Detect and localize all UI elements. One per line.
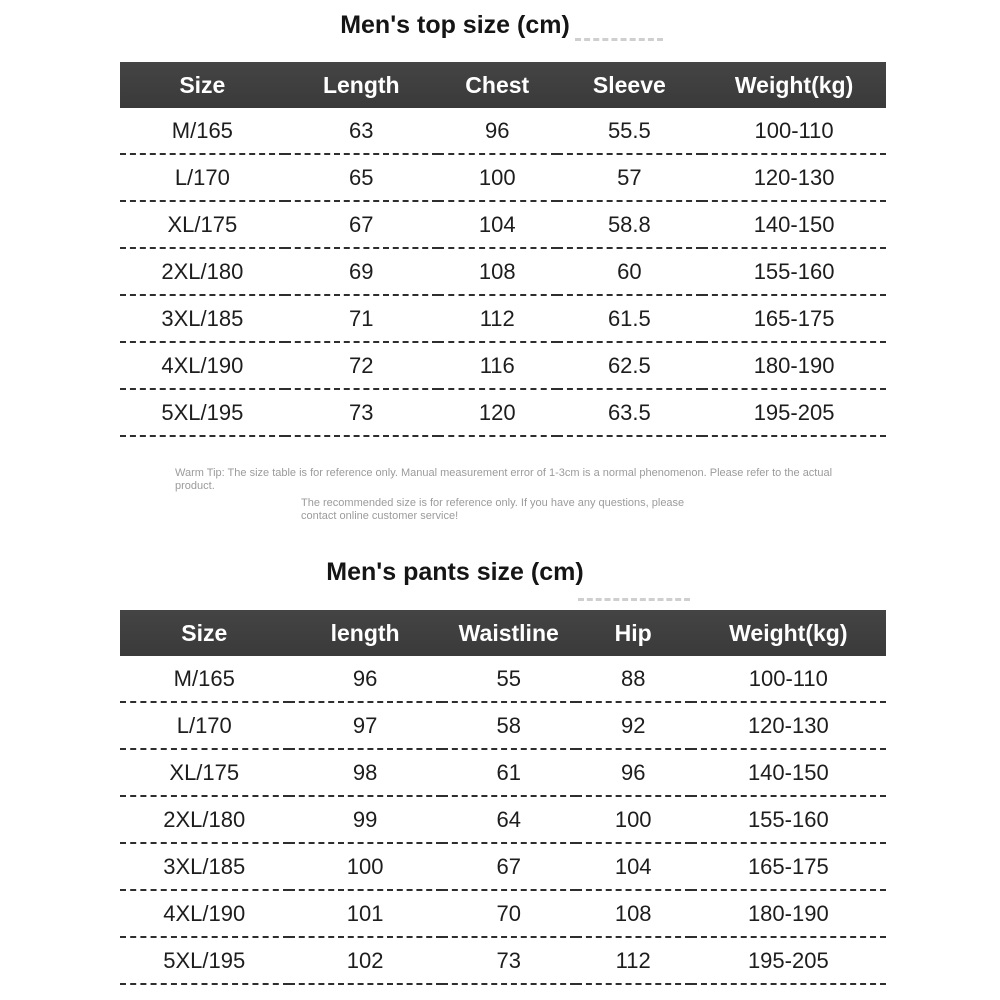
table-cell: 100 — [289, 843, 442, 890]
table-cell: 5XL/195 — [120, 389, 285, 436]
table-cell: 4XL/190 — [120, 890, 289, 937]
top-table-title: Men's top size (cm) — [340, 11, 570, 39]
table-cell: 120-130 — [702, 154, 886, 201]
table-cell: 64 — [442, 796, 576, 843]
table-row — [120, 201, 886, 248]
column-header: Waistline — [442, 610, 576, 656]
table-cell: 2XL/180 — [120, 796, 289, 843]
column-header: length — [289, 610, 442, 656]
table-row — [120, 342, 886, 389]
table-cell: 112 — [576, 937, 691, 984]
table-row — [120, 937, 886, 984]
table-cell: 61.5 — [557, 295, 703, 342]
table-cell: 72 — [285, 342, 438, 389]
table-row — [120, 890, 886, 937]
table-cell: L/170 — [120, 702, 289, 749]
table-cell: 67 — [442, 843, 576, 890]
table-cell: 73 — [285, 389, 438, 436]
table-cell: 62.5 — [557, 342, 703, 389]
table-cell: 100-110 — [702, 108, 886, 154]
column-header: Sleeve — [557, 62, 703, 108]
table-cell: 98 — [289, 749, 442, 796]
table-cell: 195-205 — [691, 937, 886, 984]
table-cell: 92 — [576, 702, 691, 749]
table-row — [120, 295, 886, 342]
column-header: Chest — [438, 62, 557, 108]
table-cell: XL/175 — [120, 201, 285, 248]
table-cell: 195-205 — [702, 389, 886, 436]
column-header: Length — [285, 62, 438, 108]
table-row — [120, 796, 886, 843]
table-cell: 180-190 — [691, 890, 886, 937]
table-cell: 70 — [442, 890, 576, 937]
table-cell: 100-110 — [691, 656, 886, 702]
header-row — [120, 610, 886, 656]
table-cell: 99 — [289, 796, 442, 843]
table-cell: 104 — [576, 843, 691, 890]
table-cell: 108 — [438, 248, 557, 295]
table-row — [120, 749, 886, 796]
table-cell: 69 — [285, 248, 438, 295]
table-row — [120, 154, 886, 201]
column-header: Weight(kg) — [691, 610, 886, 656]
warm-tip-notes — [175, 467, 835, 523]
table-cell: 88 — [576, 656, 691, 702]
table-cell: 73 — [442, 937, 576, 984]
table-cell: 63 — [285, 108, 438, 154]
table-cell: 65 — [285, 154, 438, 201]
table-cell: 55 — [442, 656, 576, 702]
table-cell: L/170 — [120, 154, 285, 201]
table-cell: 180-190 — [702, 342, 886, 389]
table-cell: XL/175 — [120, 749, 289, 796]
table-cell: 104 — [438, 201, 557, 248]
table-row — [120, 843, 886, 890]
table-cell: 63.5 — [557, 389, 703, 436]
table-cell: 155-160 — [702, 248, 886, 295]
table-cell: 96 — [438, 108, 557, 154]
table-cell: 55.5 — [557, 108, 703, 154]
table-cell: 116 — [438, 342, 557, 389]
table-cell: 58 — [442, 702, 576, 749]
table-cell: 97 — [289, 702, 442, 749]
mens-pants-size-table — [120, 610, 886, 985]
table-cell: 101 — [289, 890, 442, 937]
column-header: Weight(kg) — [702, 62, 886, 108]
table-cell: 57 — [557, 154, 703, 201]
table-cell: 5XL/195 — [120, 937, 289, 984]
table-cell: 140-150 — [691, 749, 886, 796]
table-cell: 165-175 — [691, 843, 886, 890]
table-cell: 165-175 — [702, 295, 886, 342]
table-cell: 2XL/180 — [120, 248, 285, 295]
table-cell: 61 — [442, 749, 576, 796]
table-cell: 120-130 — [691, 702, 886, 749]
table-cell: 4XL/190 — [120, 342, 285, 389]
table-cell: 71 — [285, 295, 438, 342]
decorative-dashed-line — [575, 38, 663, 41]
table-cell: M/165 — [120, 656, 289, 702]
table-cell: 120 — [438, 389, 557, 436]
table-cell: 155-160 — [691, 796, 886, 843]
table-cell: 112 — [438, 295, 557, 342]
mens-top-size-table — [120, 62, 886, 437]
table-cell: 67 — [285, 201, 438, 248]
table-row — [120, 389, 886, 436]
table-row — [120, 656, 886, 702]
table-cell: 60 — [557, 248, 703, 295]
table-cell: 3XL/185 — [120, 843, 289, 890]
recommendation-text: The recommended size is for reference only. If you have any questions, please contact online customer service! — [301, 496, 685, 522]
column-header: Hip — [576, 610, 691, 656]
column-header: Size — [120, 610, 289, 656]
table-cell: M/165 — [120, 108, 285, 154]
header-row — [120, 62, 886, 108]
warm-tip-text: Warm Tip: The size table is for reference only. Manual measurement error of 1-3cm is a normal phenomenon. Please refer to the actual product. — [175, 467, 833, 492]
table-cell: 96 — [289, 656, 442, 702]
column-header: Size — [120, 62, 285, 108]
table-row — [120, 248, 886, 295]
table-cell: 100 — [438, 154, 557, 201]
table-cell: 102 — [289, 937, 442, 984]
table-cell: 108 — [576, 890, 691, 937]
table-cell: 96 — [576, 749, 691, 796]
table-cell: 3XL/185 — [120, 295, 285, 342]
table-row — [120, 702, 886, 749]
decorative-dashed-line — [578, 598, 690, 601]
table-row — [120, 108, 886, 154]
pants-table-title: Men's pants size (cm) — [326, 558, 584, 586]
table-cell: 100 — [576, 796, 691, 843]
table-cell: 58.8 — [557, 201, 703, 248]
table-cell: 140-150 — [702, 201, 886, 248]
